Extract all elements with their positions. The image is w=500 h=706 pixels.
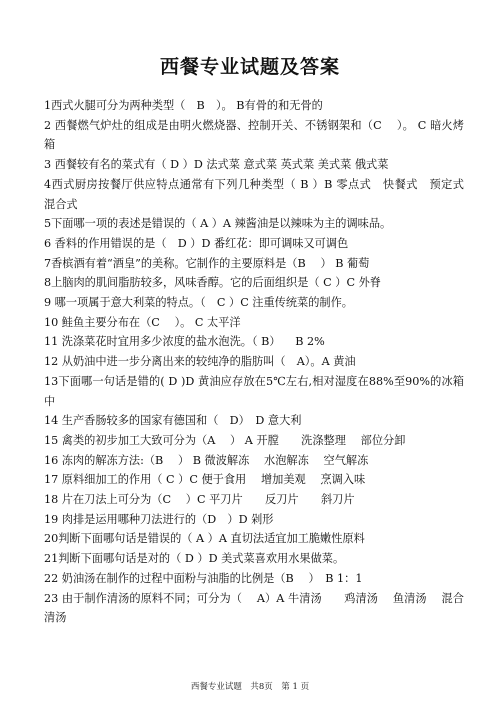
question-item: 18 片在刀法上可分为（C ）C 平刀片 反刀片 斜刀片 <box>44 493 355 507</box>
question-item: 20判断下面哪句话是错误的（ A ）A 直切法适宜加工脆嫩性原料 <box>44 532 365 546</box>
question-item: 6 香料的作用错误的是（ D ）D 番红花：即可调味又可调色 <box>44 236 349 250</box>
question-item: 4西式厨房按餐厅供应特点通常有下列几种类型（ B ）B 零点式 快餐式 预定式 混合式 <box>44 177 476 211</box>
question-item: 13下面哪一句话是错的( D )D 黄油应存放在5℃左右,相对湿度在88%至90%的冰箱中 <box>44 374 464 408</box>
question-item: 7香槟酒有着“酒皇”的美称。它制作的主要原料是（B ） B 葡萄 <box>44 256 370 270</box>
question-item: 16 冻肉的解冻方法:（B ） B 微波解冻 水泡解冻 空气解冻 <box>44 453 369 467</box>
question-item: 10 鲑鱼主要分布在（C ）。 C 太平洋 <box>44 315 241 329</box>
page-footer: 西餐专业试题 共8页 第 1 页 <box>190 682 310 692</box>
question-item: 1西式火腿可分为两种类型（ B ）。 B有骨的和无骨的 <box>44 99 323 112</box>
question-item: 23 由于制作清汤的原料不同；可分为（ A）A 牛清汤 鸡清汤 鱼清汤 混合清汤 <box>44 591 464 625</box>
question-item: 15 禽类的初步加工大致可分为（A ） A 开膛 洗涤整理 部位分卸 <box>44 433 406 447</box>
question-item: 3 西餐较有名的菜式有（ D ）D 法式菜 意式菜 英式菜 美式菜 俄式菜 <box>44 158 389 172</box>
question-item: 21判断下面哪句话是对的（ D ）D 美式菜喜欢用水果做菜。 <box>44 552 345 566</box>
question-item: 14 生产香肠较多的国家有德国和（ D） D 意大利 <box>44 414 302 428</box>
question-item: 11 洗涤菜花时宜用多少浓度的盐水泡洗。（ B） B 2% <box>44 335 325 349</box>
question-item: 5下面哪一项的表述是错误的（ A ）A 辣酱油是以辣味为主的调味品。 <box>44 217 392 231</box>
question-item: 2 西餐燃气炉灶的组成是由明火燃烧器、控制开关、不锈钢架和（C ）。 C 暗火烤箱 <box>44 118 464 152</box>
document-title: 西餐专业试题及答案 <box>159 56 340 78</box>
question-item: 8上脑肉的肌间脂肪较多，风味香醇。它的后面组织是（ C ）C 外脊 <box>44 276 381 290</box>
question-item: 19 肉排是运用哪种刀法进行的（D ）D 剁形 <box>44 512 274 526</box>
question-item: 22 奶油汤在制作的过程中面粉与油脂的比例是（B ） B 1：1 <box>44 571 363 585</box>
question-item: 12 从奶油中进一步分离出来的较纯净的脂肪叫（ A）。A 黄油 <box>44 355 356 369</box>
question-item: 17 原料细加工的作用（ C ）C 便于食用 增加美观 烹调入味 <box>44 473 366 487</box>
question-item: 9 哪一项属于意大利菜的特点。（ C ）C 注重传统菜的制作。 <box>44 296 353 310</box>
question-list <box>44 96 476 628</box>
